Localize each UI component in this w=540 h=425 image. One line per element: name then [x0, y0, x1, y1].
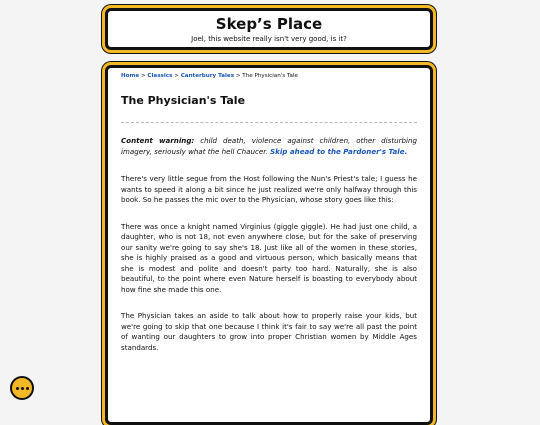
site-title[interactable]: Skep’s Place [215, 15, 323, 33]
article-paragraph: The Physician takes an aside to talk about how to properly raise your kids, but we're going to skip that one because I think it's fair to say we're all past the point of wanting our daughters to grow into proper Christian women by Middle Ages standards. [121, 311, 417, 352]
breadcrumb [121, 72, 417, 80]
content-warning [121, 136, 417, 157]
breadcrumb-separator: > [174, 73, 179, 79]
breadcrumb-current: The Physician's Tale [242, 73, 298, 79]
breadcrumb-canterbury-link[interactable]: Canterbury Tales [180, 73, 235, 79]
article-paragraph: There was once a knight named Virginius (giggle giggle). He had just one child, a daughter, who is not 18, not even anywhere close, but for the sake of preserving our sanity we're going to say she's 18. Just like all of the women in these stories, she is highly praised as a good and virtuous person, which basically means that she is modest and polite and doesn't party too hard. Naturally, she is also beautiful, to the point where even Nature herself is boasting to everybody about how fine she made this one. [121, 221, 417, 294]
site-tagline: Joel, this website really isn't very good, is it? [191, 35, 347, 43]
breadcrumb-classics-link[interactable]: Classics [147, 73, 173, 79]
more-options-button[interactable] [10, 376, 34, 400]
breadcrumb-separator: > [235, 73, 241, 79]
article-panel [105, 65, 433, 425]
divider [121, 122, 417, 123]
breadcrumb-home-link[interactable]: Home [121, 73, 140, 79]
more-dots-icon [16, 387, 19, 390]
article-paragraph: There's very little segue from the Host following the Nun's Priest's tale; I guess he wants to speed it along a bit since he just realized we're only halfway through this book. So he passes the mic over to the Physician, whose story goes like this: [121, 174, 417, 204]
site-header [105, 8, 433, 50]
content-warning-text: child death, violence against children, other disturbing imagery, seriously what the hell Chaucer. [121, 136, 417, 156]
more-dots-icon [26, 387, 29, 390]
more-dots-icon [21, 387, 24, 390]
breadcrumb-separator: > [140, 73, 146, 79]
content-warning-label: Content warning: [121, 136, 195, 145]
page-title: The Physician's Tale [121, 94, 246, 107]
skip-ahead-link[interactable]: Skip ahead to the Pardoner's Tale. [270, 146, 408, 156]
